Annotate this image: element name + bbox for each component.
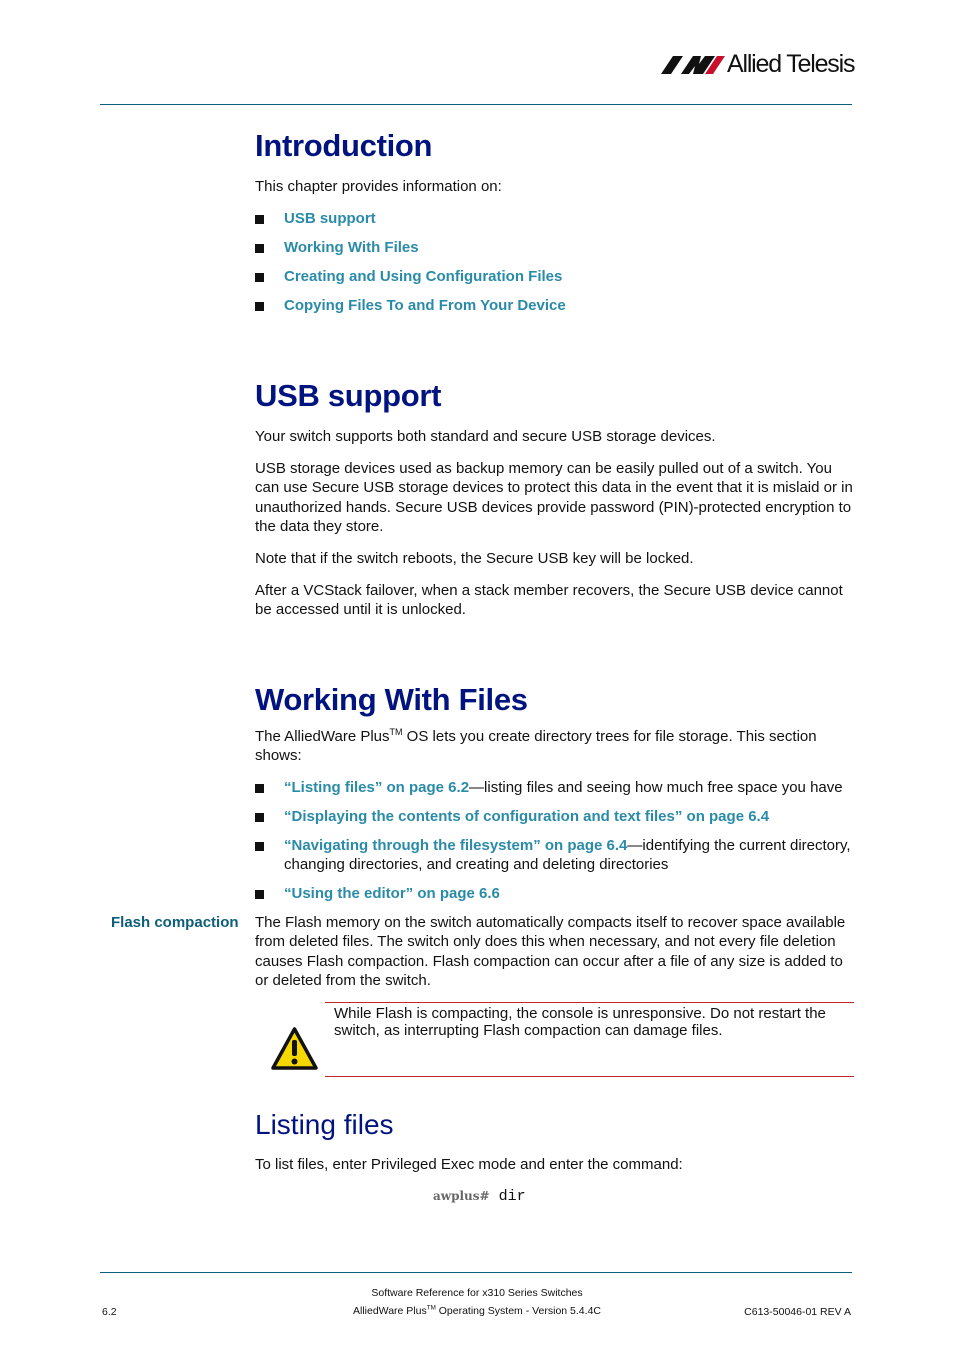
link-displaying-contents[interactable]: “Displaying the contents of configuration and text files” on page 6.4 [284,808,770,825]
warning-icon [270,1026,319,1071]
bullet-icon [255,842,264,851]
warning-top-rule [325,1002,854,1003]
usb-support-title: USB support [255,378,442,413]
bullet-icon [255,784,264,793]
link-working-with-files[interactable]: Working With Files [284,239,419,256]
link-configuration-files[interactable]: Creating and Using Configuration Files [284,268,563,285]
warning-bottom-rule [325,1076,854,1077]
command-example [433,1187,526,1205]
introduction-lead: This chapter provides information on: [255,178,502,195]
footer-rule [100,1272,852,1273]
allied-telesis-logo [661,50,855,80]
introduction-list [255,209,855,315]
list-item [255,296,855,315]
footer-trademark: TM [426,1304,436,1312]
list-item [255,778,855,797]
bullet-icon [255,302,264,311]
bullet-icon [255,813,264,822]
page-number: 6.2 [102,1306,117,1318]
command-text: dir [498,1188,526,1205]
working-list [255,778,855,904]
link-copying-files[interactable]: Copying Files To and From Your Device [284,297,566,314]
listing-files-title: Listing files [255,1109,394,1140]
header-rule [100,104,852,105]
link-listing-files[interactable]: “Listing files” on page 6.2 [284,779,470,796]
footer-product: AlliedWare Plus [353,1305,427,1317]
footer-version: Operating System - Version 5.4.4C [435,1305,601,1317]
list-item-text: —listing files and seeing how much free space you have [469,779,843,796]
warning-text: While Flash is compacting, the console is unresponsive. Do not restart the switch, as interrupting Flash compaction can damage files. [334,1005,826,1039]
document-id: C613-50046-01 REV A [744,1306,851,1318]
list-item [255,836,855,875]
trademark: TM [389,727,403,737]
working-intro-text-a: The AlliedWare Plus [255,728,390,745]
list-item [255,267,855,286]
logo-text: Allied Telesis [727,50,855,78]
bullet-icon [255,215,264,224]
bullet-icon [255,273,264,282]
working-with-files-title: Working With Files [255,682,528,717]
usb-paragraph-3: Note that if the switch reboots, the Secure USB key will be locked. [255,550,694,567]
listing-files-text: To list files, enter Privileged Exec mode and enter the command: [255,1156,683,1173]
list-item [255,209,855,228]
list-item [255,807,855,826]
command-prompt: awplus# [433,1189,490,1203]
list-item-text: —identifying the current directory, changing directories, and creating and deleting directories [284,837,851,874]
usb-paragraph-1: Your switch supports both standard and secure USB storage devices. [255,428,716,445]
logo-mark-icon [661,50,727,80]
working-intro [255,727,855,766]
link-navigating-filesystem[interactable]: “Navigating through the filesystem” on page 6.4 [284,837,628,854]
flash-compaction-heading: Flash compaction [111,914,239,931]
list-item [255,238,855,257]
footer-title: Software Reference for x310 Series Switches [371,1287,583,1299]
flash-compaction-text: The Flash memory on the switch automatically compacts itself to recover space available from deleted files. The switch only does this when necessary, and not every file deletion causes Flash compaction. Flash compaction can occur after a file of any size is added to or deleted from the switch. [255,914,846,990]
list-item [255,884,855,903]
bullet-icon [255,890,264,899]
usb-paragraph-4: After a VCStack failover, when a stack member recovers, the Secure USB device cannot be accessed until it is unlocked. [255,582,843,619]
introduction-title: Introduction [255,128,433,163]
link-using-editor[interactable]: “Using the editor” on page 6.6 [284,885,500,903]
working-intro-text-b: OS lets you create directory trees for file storage. This section shows: [255,728,817,765]
bullet-icon [255,244,264,253]
link-usb-support[interactable]: USB support [284,210,376,227]
usb-paragraph-2: USB storage devices used as backup memory can be easily pulled out of a switch. You can use Secure USB storage devices to protect this data in the event that it is mislaid or in unauthorized hands. Secure USB devices provide password (PIN)-protected encryption to the data they store. [255,460,853,536]
